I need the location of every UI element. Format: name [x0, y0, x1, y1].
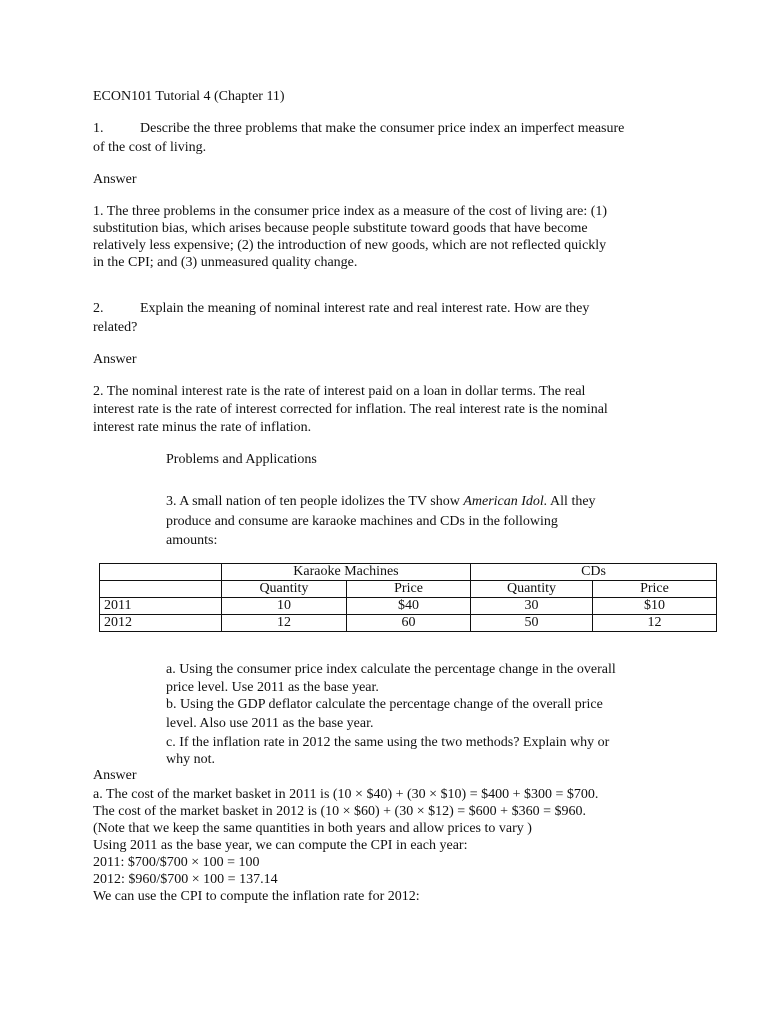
table-row [100, 598, 717, 615]
cd-quantity-cell: 30 [471, 598, 593, 615]
question-3-part-line: why not. [166, 752, 215, 767]
question-1-text-line1: Describe the three problems that make the consumer price index an imperfect measure [140, 121, 625, 136]
answer-1-line: in the CPI; and (3) unmeasured quality change. [93, 255, 358, 270]
answer-2-line: interest rate minus the rate of inflation. [93, 420, 312, 435]
question-3-intro-line1 [166, 493, 596, 511]
karaoke-quantity-cell: 12 [221, 615, 346, 632]
table-row [100, 615, 717, 632]
cd-price-cell: 12 [592, 615, 716, 632]
sub-header-cd-quantity: Quantity [471, 581, 593, 598]
question-3-part-line: level. Also use 2011 as the base year. [166, 716, 374, 731]
document-title: ECON101 Tutorial 4 (Chapter 11) [93, 89, 285, 104]
answer-3-line: Using 2011 as the base year, we can compute the CPI in each year: [93, 838, 468, 853]
answer-heading-2: Answer [93, 352, 137, 367]
section-heading: Problems and Applications [166, 452, 317, 467]
cd-price-cell: $10 [592, 598, 716, 615]
question-3-part-line: a. Using the consumer price index calculate the percentage change in the overall [166, 662, 616, 677]
karaoke-price-cell: 60 [347, 615, 471, 632]
answer-3-line: (Note that we keep the same quantities in both years and allow prices to vary ) [93, 821, 532, 836]
row-year: 2012 [100, 615, 222, 632]
answer-heading-3: Answer [93, 768, 137, 783]
answer-1-line: 1. The three problems in the consumer price index as a measure of the cost of living are: (1) [93, 204, 608, 219]
question-2-text-line1: Explain the meaning of nominal interest rate and real interest rate. How are they [140, 301, 590, 316]
question-1-text-line2: of the cost of living. [93, 140, 207, 155]
question-3-intro-before: 3. A small nation of ten people idolizes the TV show [166, 494, 464, 509]
karaoke-quantity-cell: 10 [221, 598, 346, 615]
question-3-part-line: price level. Use 2011 as the base year. [166, 680, 379, 695]
answer-2-line: 2. The nominal interest rate is the rate of interest paid on a loan in dollar terms. The real [93, 384, 586, 399]
answer-3-line: 2012: $960/$700 × 100 = 137.14 [93, 872, 278, 887]
question-2-number: 2. [93, 301, 104, 316]
question-1-number: 1. [93, 121, 104, 136]
question-2-text-line2: related? [93, 320, 138, 335]
answer-heading-1: Answer [93, 172, 137, 187]
question-3-intro-line3: amounts: [166, 533, 218, 548]
answer-3-line: 2011: $700/$700 × 100 = 100 [93, 855, 260, 870]
question-3-intro-line2: produce and consume are karaoke machines and CDs in the following [166, 514, 558, 529]
table-sub-header-row [100, 581, 717, 598]
row-year: 2011 [100, 598, 222, 615]
cd-quantity-cell: 50 [471, 615, 593, 632]
question-3-intro-after: All they [547, 494, 596, 509]
karaoke-price-cell: $40 [347, 598, 471, 615]
sub-header-karaoke-price: Price [347, 581, 471, 598]
table-group-header-row [100, 564, 717, 581]
group-header-cds: CDs [471, 564, 717, 581]
question-3-part-line: c. If the inflation rate in 2012 the same using the two methods? Explain why or [166, 735, 610, 750]
sub-header-cd-price: Price [592, 581, 716, 598]
group-header-karaoke: Karaoke Machines [221, 564, 470, 581]
question-3-part-line: b. Using the GDP deflator calculate the percentage change of the overall price [166, 697, 603, 712]
table-empty-cell [100, 581, 222, 598]
table-corner-cell [100, 564, 222, 581]
quantity-price-table [99, 563, 717, 632]
sub-header-karaoke-quantity: Quantity [221, 581, 346, 598]
answer-1-line: relatively less expensive; (2) the introduction of new goods, which are not reflected quickly [93, 238, 607, 253]
answer-3-line: The cost of the market basket in 2012 is (10 × $60) + (30 × $12) = $600 + $360 = $960. [93, 804, 586, 819]
answer-2-line: interest rate is the rate of interest corrected for inflation. The real interest rate is the nominal [93, 402, 608, 417]
answer-3-line: We can use the CPI to compute the inflation rate for 2012: [93, 889, 420, 904]
answer-3-line: a. The cost of the market basket in 2011 is (10 × $40) + (30 × $10) = $400 + $300 = $700. [93, 787, 599, 802]
answer-1-line: substitution bias, which arises because people substitute toward goods that have become [93, 221, 588, 236]
question-3-show-title: American Idol. [463, 494, 548, 509]
